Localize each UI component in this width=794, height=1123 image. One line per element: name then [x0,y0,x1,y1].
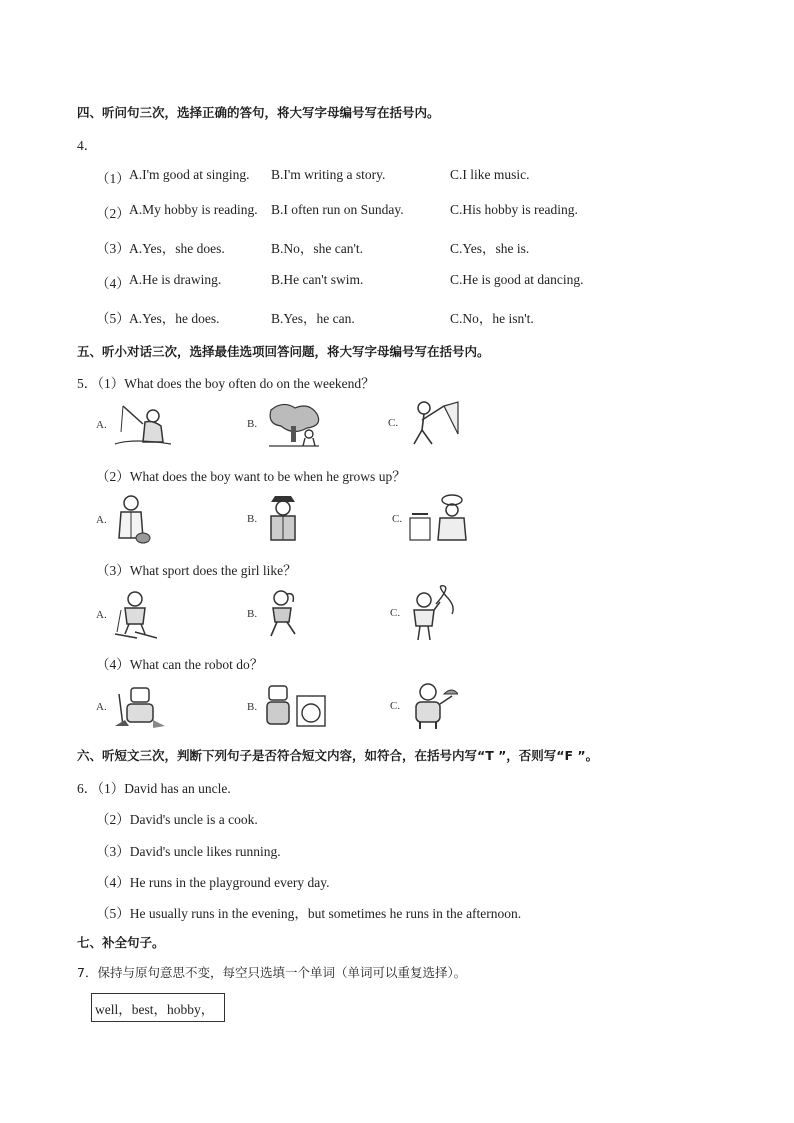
row-label: （1） [96,171,130,186]
option-c: C.No，he isn't. [450,311,534,326]
option-b: B.He can't swim. [271,272,364,287]
section7-heading: 七、补全句子。 [77,935,165,950]
option-c: C.Yes，she is. [450,241,530,256]
option-a: A.I'm good at singing. [129,167,250,182]
row-label: （4） [96,276,130,291]
kite-flying-icon [404,398,462,448]
option-letter: A. [96,514,107,526]
option-letter: A. [96,701,107,713]
row-label: （2） [96,206,130,221]
option-b: B.No，she can't. [271,241,364,256]
statement: （4）He runs in the playground every day. [96,875,330,890]
police-officer-icon [263,494,303,544]
q4-number: 4． [77,138,98,153]
statement: 6．（1）David has an uncle. [77,781,231,796]
picture-option [390,682,458,730]
option-c: C.His hobby is reading. [450,202,578,217]
question-text: （4）What can the robot do？ [96,657,264,672]
ribbon-dancer-icon [406,584,458,642]
option-letter: C. [392,513,403,525]
section7-instruction: 7．保持与原句意思不变，每空只选填一个单词（单词可以重复选择）。 [77,965,467,980]
option-letter: B. [247,701,258,713]
picture-option [247,684,329,730]
option-letter: C. [390,607,401,619]
option-c: C.He is good at dancing. [450,272,584,287]
option-letter: B. [247,513,258,525]
option-b: B.Yes，he can. [271,311,355,326]
option-b: B.I often run on Sunday. [271,202,404,217]
question-text: （2）What does the boy want to be when he grows up？ [96,469,406,484]
option-letter: B. [247,418,258,430]
picture-option [247,400,325,448]
statement: （5）He usually runs in the evening，but sometimes he runs in the afternoon. [96,906,522,921]
option-a: A.Yes，she does. [129,241,225,256]
option-letter: C. [390,700,401,712]
picture-option [96,684,167,730]
washing-robot-icon [263,684,329,730]
skiing-girl-icon [113,590,159,640]
running-girl-icon [263,588,305,640]
picture-option [247,494,303,544]
picture-option [96,590,159,640]
word-bank-box: well，best，hobby， [91,993,225,1022]
row-label: （5） [96,311,130,326]
question-text: 5．（1）What does the boy often do on the weekend？ [77,376,375,391]
picture-option [96,494,153,546]
serving-robot-icon [406,682,458,730]
statement: （2）David's uncle is a cook. [96,812,258,827]
picture-option [388,398,462,448]
option-a: A.He is drawing. [129,272,222,287]
tree-planting-icon [263,400,325,448]
option-a: A.My hobby is reading. [129,202,258,217]
option-a: A.Yes，he does. [129,311,220,326]
cleaning-robot-icon [113,684,167,730]
option-letter: C. [388,417,399,429]
statement: （3）David's uncle likes running. [96,844,281,859]
option-c: C.I like music. [450,167,530,182]
option-letter: A. [96,419,107,431]
picture-option [392,494,472,544]
picture-option [390,584,458,642]
option-b: B.I'm writing a story. [271,167,386,182]
picture-option [96,402,173,448]
option-letter: B. [247,608,258,620]
row-label: （3） [96,241,130,256]
doctor-icon [113,494,153,546]
section6-heading: 六、听短文三次，判断下列句子是否符合短文内容，如符合，在括号内写“T ”，否则写“F ”。 [77,748,599,763]
section4-heading: 四、听问句三次，选择正确的答句，将大写字母编号写在括号内。 [77,105,440,120]
option-letter: A. [96,609,107,621]
picture-option [247,588,305,640]
section5-heading: 五、听小对话三次，选择最佳选项回答问题，将大写字母编号写在括号内。 [77,344,490,359]
question-text: （3）What sport does the girl like？ [96,563,297,578]
fishing-boy-icon [113,402,173,448]
cook-icon [408,494,472,544]
